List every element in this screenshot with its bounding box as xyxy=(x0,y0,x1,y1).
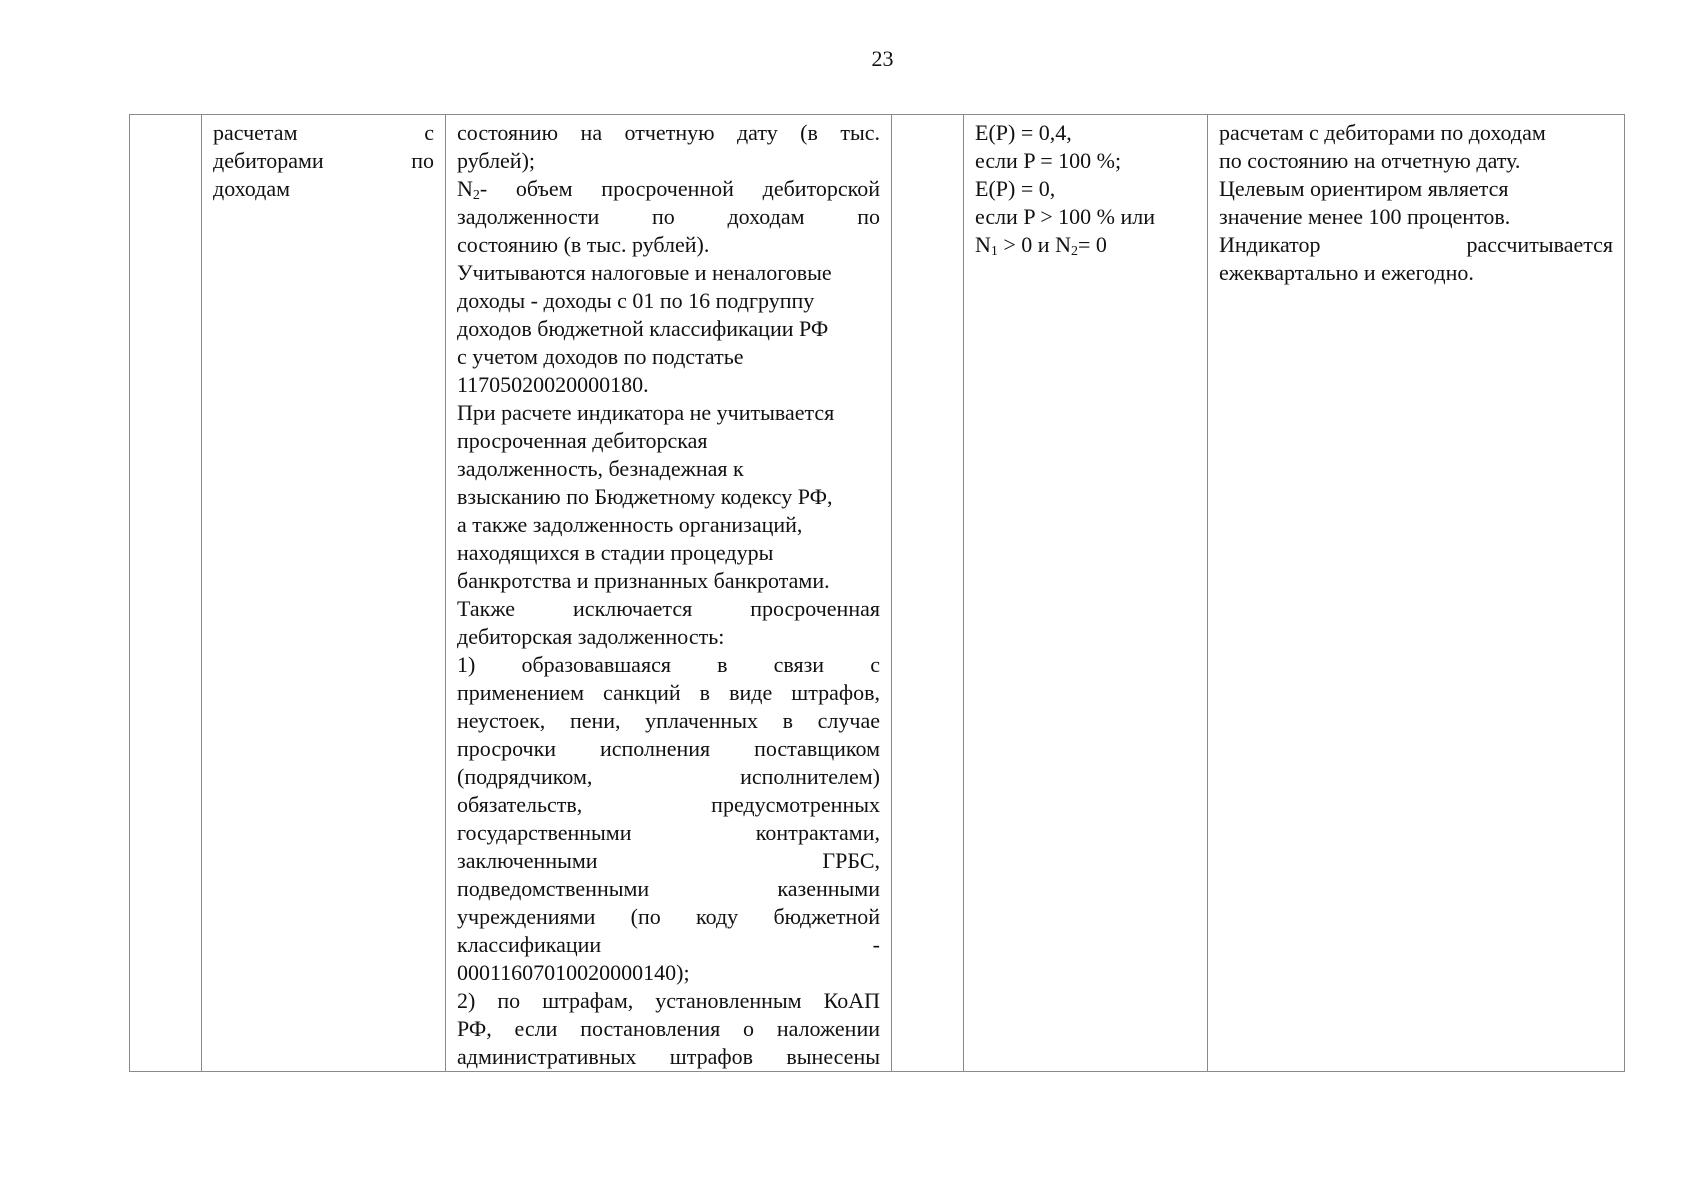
note-line: Целевым ориентиром является xyxy=(1219,176,1509,201)
formula-line xyxy=(457,511,880,539)
formula-text: Также исключается просроченная xyxy=(457,596,880,621)
formula-line xyxy=(457,119,880,147)
formula-line xyxy=(457,707,880,735)
formula-text: государственными контрактами, xyxy=(457,820,880,845)
formula-line xyxy=(457,987,880,1015)
formula-line xyxy=(457,819,880,847)
variable-subscript: 2 xyxy=(472,188,480,203)
formula-text: РФ, если постановления о наложении xyxy=(457,1016,880,1041)
formula-line xyxy=(457,875,880,903)
formula-line xyxy=(457,791,880,819)
formula-text: банкротства и признанных банкротами. xyxy=(457,568,830,593)
variable-symbol: N xyxy=(1055,232,1071,257)
formula-line xyxy=(457,1015,880,1043)
formula-text: неустоек, пени, уплаченных в случае xyxy=(457,708,880,733)
cell-notes xyxy=(1208,115,1625,1072)
formula-line xyxy=(457,959,880,987)
formula-text: (подрядчиком, исполнителем) xyxy=(457,764,880,789)
cell-unit xyxy=(892,115,964,1072)
cell-number xyxy=(130,115,202,1072)
formula-line xyxy=(457,399,880,427)
formula-line xyxy=(457,567,880,595)
formula-text: взысканию по Бюджетному кодексу РФ, xyxy=(457,484,833,509)
cell-indicator-name xyxy=(202,115,446,1072)
formula-text: с учетом доходов по подстатье xyxy=(457,344,744,369)
value-text: > 0 и xyxy=(997,232,1056,257)
value-line xyxy=(975,231,1196,259)
formula-text: обязательств, предусмотренных xyxy=(457,792,880,817)
variable-symbol: N xyxy=(457,176,473,201)
note-line: значение менее 100 процентов. xyxy=(1219,204,1511,229)
formula-line xyxy=(457,175,880,203)
variable-subscript: 2 xyxy=(1070,244,1078,259)
formula-text: дебиторская задолженность: xyxy=(457,624,725,649)
formula-text: состоянию на отчетную дату (в тыс. xyxy=(457,120,880,145)
note-line: ежеквартально и ежегодно. xyxy=(1219,260,1474,285)
formula-line xyxy=(457,931,880,959)
formula-text: просрочки исполнения поставщиком xyxy=(457,736,880,761)
formula-text: 11705020020000180. xyxy=(457,372,649,397)
indicator-table xyxy=(129,114,1625,1072)
formula-text: При расчете индикатора не учитывается xyxy=(457,400,835,425)
formula-line xyxy=(457,903,880,931)
value-text: если P > 100 % или xyxy=(975,204,1156,229)
note-line: по состоянию на отчетную дату. xyxy=(1219,148,1521,173)
cell-formula-description xyxy=(446,115,892,1072)
formula-line xyxy=(457,343,880,371)
formula-line xyxy=(457,651,880,679)
name-line: дебиторами по xyxy=(213,148,434,173)
formula-line xyxy=(457,287,880,315)
value-text: если P = 100 %; xyxy=(975,148,1122,173)
formula-text: задолженности по доходам по xyxy=(457,204,880,229)
variable-symbol: N xyxy=(975,232,991,257)
formula-line xyxy=(457,259,880,287)
value-line xyxy=(975,203,1196,231)
formula-line xyxy=(457,315,880,343)
formula-text: а также задолженность организаций, xyxy=(457,512,803,537)
formula-text: заключенными ГРБС, xyxy=(457,848,880,873)
formula-text: применением санкций в виде штрафов, xyxy=(457,680,880,705)
formula-text: административных штрафов вынесены xyxy=(457,1044,880,1069)
formula-text: рублей); xyxy=(457,148,536,173)
name-line: доходам xyxy=(213,176,291,201)
table-row xyxy=(130,115,1625,1072)
value-text: E(P) = 0,4, xyxy=(975,120,1072,145)
formula-line xyxy=(457,483,880,511)
name-line: расчетам с xyxy=(213,120,434,145)
formula-line xyxy=(457,539,880,567)
formula-text: классификации - xyxy=(457,932,880,957)
note-line: Индикатор рассчитывается xyxy=(1219,232,1613,257)
formula-text: доходы - доходы с 01 по 16 подгруппу xyxy=(457,288,815,313)
formula-line xyxy=(457,231,880,259)
formula-text: подведомственными казенными xyxy=(457,876,880,901)
page-number: 23 xyxy=(871,46,894,71)
formula-text: состоянию (в тыс. рублей). xyxy=(457,232,710,257)
variable-subscript: 1 xyxy=(990,244,998,259)
formula-text: 1) образовавшаяся в связи с xyxy=(457,652,880,677)
cell-evaluation-values xyxy=(964,115,1208,1072)
formula-text: 2) по штрафам, установленным КоАП xyxy=(457,988,880,1013)
formula-text: просроченная дебиторская xyxy=(457,428,708,453)
value-line xyxy=(975,119,1196,147)
formula-line xyxy=(457,847,880,875)
value-line xyxy=(975,147,1196,175)
formula-text: 00011607010020000140); xyxy=(457,960,690,985)
formula-text: Учитываются налоговые и неналоговые xyxy=(457,260,832,285)
formula-line xyxy=(457,455,880,483)
formula-line xyxy=(457,679,880,707)
formula-line xyxy=(457,203,880,231)
formula-line xyxy=(457,735,880,763)
formula-line xyxy=(457,427,880,455)
formula-line xyxy=(457,595,880,623)
formula-line xyxy=(457,371,880,399)
value-text: = 0 xyxy=(1077,232,1107,257)
formula-line xyxy=(457,623,880,651)
formula-text: находящихся в стадии процедуры xyxy=(457,540,774,565)
formula-text: учреждениями (по коду бюджетной xyxy=(457,904,880,929)
value-text: E(P) = 0, xyxy=(975,176,1056,201)
formula-text: задолженность, безнадежная к xyxy=(457,456,744,481)
formula-line xyxy=(457,147,880,175)
value-line xyxy=(975,175,1196,203)
formula-line xyxy=(457,763,880,791)
formula-text: - объем просроченной дебиторской xyxy=(479,176,880,201)
formula-line xyxy=(457,1043,880,1071)
formula-text: доходов бюджетной классификации РФ xyxy=(457,316,829,341)
note-line: расчетам с дебиторами по доходам xyxy=(1219,120,1546,145)
